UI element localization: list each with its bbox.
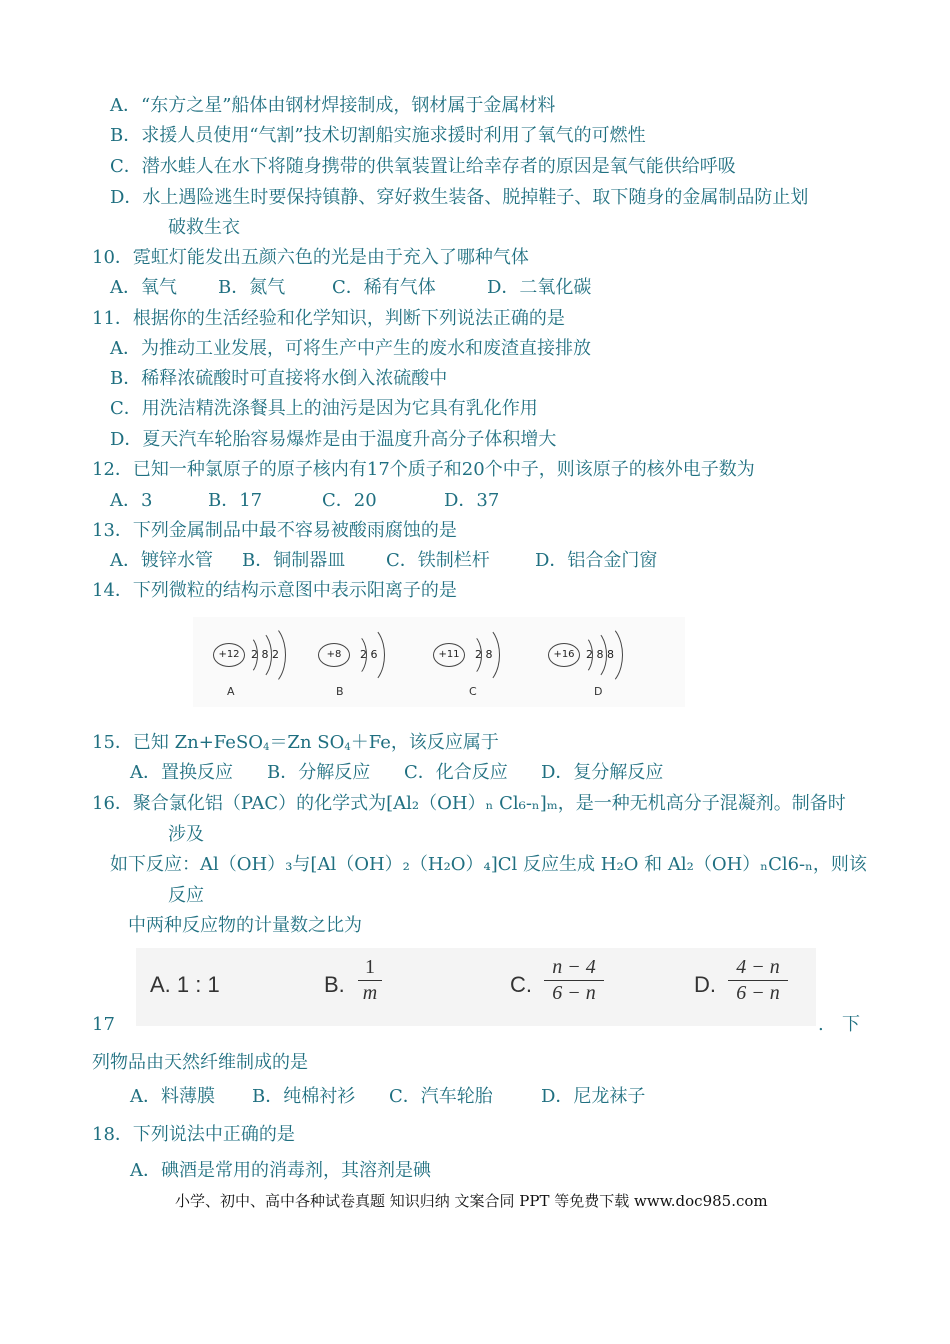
q12-stem: 12．已知一种氯原子的原子核内有17个质子和20个中子，则该原子的核外电子数为: [92, 459, 755, 480]
q16-option-b-label: B.: [324, 972, 345, 997]
q17-option-d: D．尼龙袜子: [541, 1086, 646, 1107]
q16-option-d-fraction: 4 − n 6 − n: [728, 956, 788, 1005]
atom-diagram-a: [213, 627, 323, 707]
atom-d-shells: 2 8 8: [586, 648, 614, 661]
page-footer: 小学、初中、高中各种试卷真题 知识归纳 文案合同 PPT 等免费下载 www.doc985.com: [175, 1192, 768, 1210]
q16-line-5: 中两种反应物的计量数之比为: [128, 915, 362, 936]
q10-option-c: C．稀有气体: [332, 277, 436, 298]
q9-option-d: D．水上遇险逃生时要保持镇静、穿好救生装备、脱掉鞋子、取下随身的金属制品防止划: [110, 187, 809, 208]
q11-stem: 11．根据你的生活经验和化学知识，判断下列说法正确的是: [92, 308, 565, 329]
atom-c-shells: 2 8: [475, 648, 493, 661]
q17-dot: .: [818, 1014, 824, 1035]
atom-b-shells: 2 6: [360, 648, 378, 661]
q12-option-c: C．20: [322, 490, 377, 511]
q15-option-b: B．分解反应: [267, 762, 371, 783]
q14-stem: 14．下列微粒的结构示意图中表示阳离子的是: [92, 580, 457, 601]
q13-stem: 13．下列金属制品中最不容易被酸雨腐蚀的是: [92, 520, 457, 541]
q12-option-a: A．3: [110, 490, 153, 511]
q13-option-c: C．铁制栏杆: [386, 550, 490, 571]
atom-d-label: D: [594, 685, 603, 698]
atom-structure-diagrams: [193, 617, 685, 707]
q16-option-c-label: C.: [510, 972, 532, 997]
q15-stem: 15．已知 Zn+FeSO$_4$＝Zn $SO_4+Fe$，该反应属于: [92, 732, 499, 753]
q11-option-d: D．夏天汽车轮胎容易爆炸是由于温度升高分子体积增大: [110, 429, 557, 450]
q11-option-b: B．稀释浓硫酸时可直接将水倒入浓硫酸中: [110, 368, 448, 389]
q9-option-b: B．求援人员使用“气割”技术切割船实施求援时利用了氧气的可燃性: [110, 125, 646, 146]
atom-c-label: C: [469, 685, 477, 698]
q10-stem: 10．霓虹灯能发出五颜六色的光是由于充入了哪种气体: [92, 247, 529, 268]
atom-b-label: B: [336, 685, 344, 698]
q16-option-c-fraction: n − 4 6 − n: [544, 956, 604, 1005]
q10-option-b: B．氮气: [218, 277, 286, 298]
q12-option-d: D．37: [444, 490, 500, 511]
atom-c-nucleus: +11: [433, 643, 465, 667]
q18-stem: 18．下列说法中正确的是: [92, 1124, 295, 1145]
q13-option-a: A．镀锌水管: [110, 550, 213, 571]
q16-line-1: 16．聚合氯化铝（PAC）的化学式为[Al₂（OH）ₙ Cl₆-ₙ]ₘ，是一种无机高分子混凝剂。制备时: [92, 793, 846, 814]
q18-option-a: A．碘酒是常用的消毒剂，其溶剂是碘: [130, 1160, 431, 1181]
q16-line-2: 涉及: [168, 824, 204, 845]
q11-option-a: A．为推动工业发展，可将生产中产生的废水和废渣直接排放: [110, 338, 591, 359]
atom-d-nucleus: +16: [548, 643, 580, 667]
atom-a-shells: 2 8 2: [251, 648, 279, 661]
q17-option-b: B．纯棉衬衫: [252, 1086, 356, 1107]
q17-option-a: A．料薄膜: [130, 1086, 215, 1107]
q12-option-b: B．17: [208, 490, 263, 511]
q16-options-image: [136, 948, 816, 1026]
q15-option-c: C．化合反应: [404, 762, 508, 783]
atom-b-nucleus: +8: [318, 643, 350, 667]
q10-option-a: A．氧气: [110, 277, 177, 298]
q17-number: 17: [92, 1014, 115, 1035]
q13-option-d: D．铝合金门窗: [535, 550, 658, 571]
atom-diagram-c: [433, 627, 543, 707]
q9-option-a: A．“东方之星”船体由钢材焊接制成，钢材属于金属材料: [110, 95, 556, 116]
q16-option-a: A. 1 : 1: [150, 972, 220, 997]
atom-a-label: A: [227, 685, 235, 698]
atom-diagram-d: [548, 627, 668, 707]
atom-diagram-b: [318, 627, 428, 707]
q17-option-c: C．汽车轮胎: [389, 1086, 493, 1107]
q16-line-3: 如下反应：Al（OH）₃与[Al（OH）₂（H₂O）₄]Cl 反应生成 H₂O 和 Al₂（OH）ₙCl6-ₙ，则该: [110, 854, 867, 875]
q15-option-a: A．置换反应: [130, 762, 233, 783]
q15-option-d: D．复分解反应: [541, 762, 664, 783]
q13-option-b: B．铜制器皿: [242, 550, 346, 571]
q16-option-b-fraction: 1 m: [358, 956, 382, 1005]
q16-option-d-label: D.: [694, 972, 716, 997]
q17-stem: 列物品由天然纤维制成的是: [92, 1052, 308, 1073]
q9-option-d-cont: 破救生衣: [168, 217, 240, 238]
q16-line-4: 反应: [168, 885, 204, 906]
q11-option-c: C．用洗洁精洗涤餐具上的油污是因为它具有乳化作用: [110, 398, 538, 419]
q9-option-c: C．潜水蛙人在水下将随身携带的供氧装置让给幸存者的原因是氧气能供给呼吸: [110, 156, 736, 177]
atom-a-nucleus: +12: [213, 643, 245, 667]
q10-option-d: D．二氧化碳: [487, 277, 592, 298]
q17-stem-start: 下: [842, 1014, 860, 1035]
